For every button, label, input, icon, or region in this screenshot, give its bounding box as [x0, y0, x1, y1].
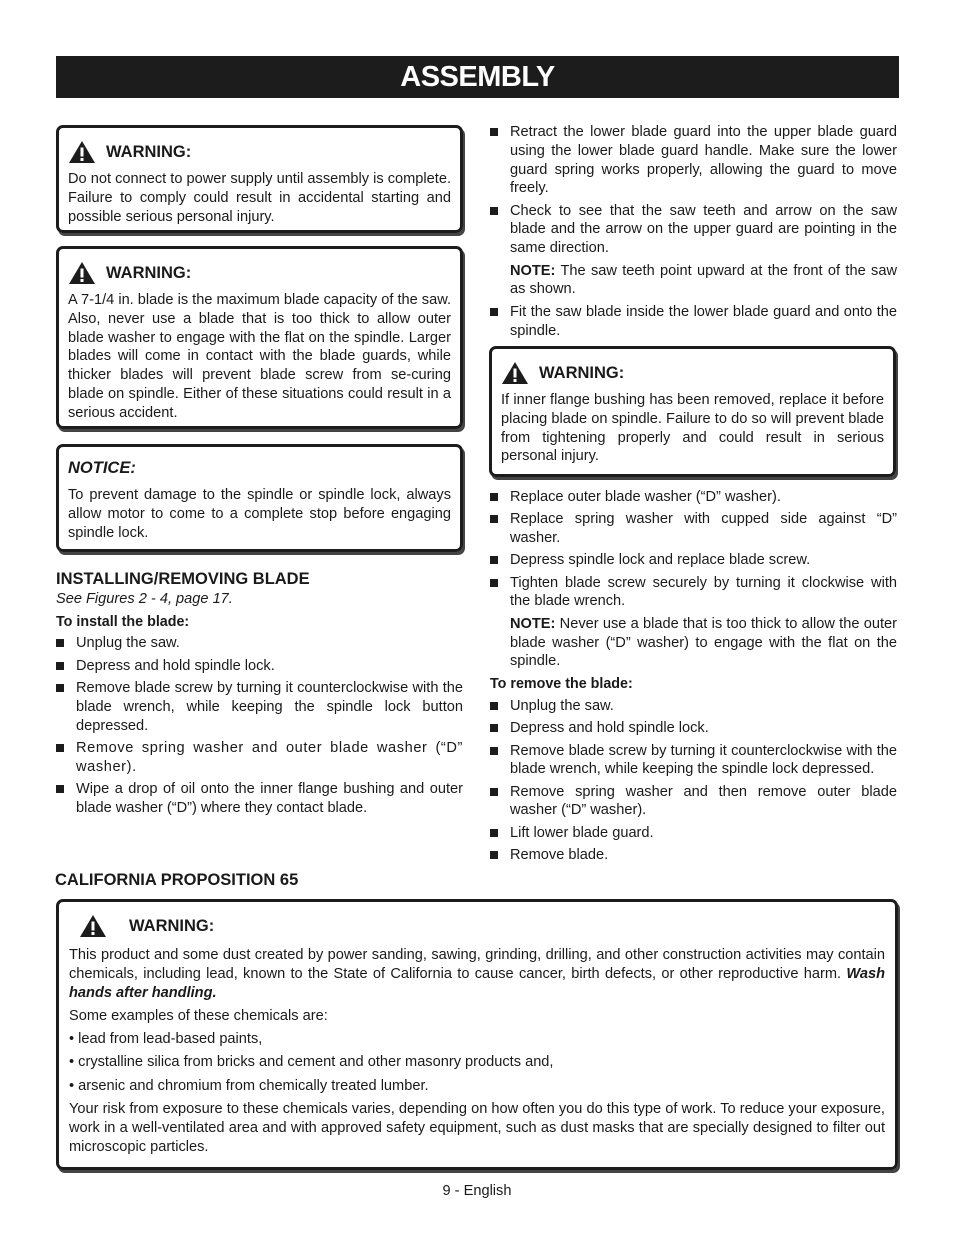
- installing-section: [56, 570, 463, 821]
- page-title-banner: [56, 56, 899, 98]
- california-examples-intro: Some examples of these chemicals are:: [69, 1007, 328, 1024]
- square-bullet-icon: [490, 702, 498, 710]
- remove-steps: [490, 697, 897, 865]
- wash-hands-emphasis: Wash hands after handling.: [69, 965, 885, 1001]
- list-item: • arsenic and chromium from chemically treated lumber.: [69, 1077, 429, 1094]
- warning-triangle-icon: [79, 914, 107, 938]
- warning-heading: [68, 261, 451, 285]
- notice-box: [56, 444, 463, 552]
- warning-text-blade-capacity: A 7-1/4 in. blade is the maximum blade capacity of the saw. Also, never use a blade that is too thick to allow outer blade washer to engage with the flat on the spindle. Larger blades will come in contact with the blade guards, while thicker blades will prevent blade screw from se-curing blade on spindle. Either of these situations could result in a serious accident.: [68, 292, 451, 421]
- square-bullet-icon: [490, 207, 498, 215]
- square-bullet-icon: [490, 724, 498, 732]
- square-bullet-icon: [490, 493, 498, 501]
- warning-triangle-icon: [501, 361, 529, 385]
- square-bullet-icon: [490, 829, 498, 837]
- warning-text-power: Do not connect to power supply until assembly is complete. Failure to comply could result in accidental starting and possible serious personal injury.: [68, 171, 451, 225]
- warning-heading: [79, 914, 885, 938]
- warning-label: WARNING:: [106, 263, 192, 282]
- note-saw-teeth: NOTE: The saw teeth point upward at the front of the saw as shown.: [510, 262, 897, 298]
- warning-heading: [68, 140, 451, 164]
- square-bullet-icon: [56, 662, 64, 670]
- list-item: Replace outer blade washer (“D” washer).: [490, 488, 897, 507]
- warning-box-power: [56, 125, 463, 233]
- install-label: To install the blade:: [56, 613, 190, 630]
- warning-triangle-icon: [68, 261, 96, 285]
- square-bullet-icon: [490, 788, 498, 796]
- list-item: Unplug the saw.: [56, 634, 463, 653]
- warning-label: WARNING:: [106, 142, 192, 161]
- square-bullet-icon: [490, 308, 498, 316]
- warning-box-california: [56, 899, 898, 1170]
- page-title: ASSEMBLY: [400, 61, 555, 93]
- list-item: Remove blade screw by turning it counterclockwise with the blade wrench, while keeping the spindle lock depressed.: [490, 742, 897, 780]
- list-item: Tighten blade screw securely by turning it clockwise with the blade wrench.: [490, 574, 897, 612]
- square-bullet-icon: [490, 579, 498, 587]
- square-bullet-icon: [490, 851, 498, 859]
- list-item: Depress spindle lock and replace blade screw.: [490, 551, 897, 570]
- warning-triangle-icon: [68, 140, 96, 164]
- note-blade-thickness: NOTE: Never use a blade that is too thick to allow the outer blade washer (“D” washer) to engage with the flat on the spindle.: [510, 615, 897, 670]
- list-item: Depress and hold spindle lock.: [490, 719, 897, 738]
- warning-heading: [501, 361, 884, 385]
- list-item: Lift lower blade guard.: [490, 824, 897, 843]
- square-bullet-icon: [56, 744, 64, 752]
- square-bullet-icon: [56, 639, 64, 647]
- list-item: • lead from lead-based paints,: [69, 1031, 263, 1048]
- square-bullet-icon: [490, 128, 498, 136]
- warning-text-flange-bushing: If inner flange bushing has been removed, replace it before placing blade on spindle. Failure to do so will prevent blade from tightening properly and could result in serious personal injury.: [501, 392, 884, 465]
- remove-label: To remove the blade:: [490, 676, 633, 693]
- list-item: Remove blade screw by turning it counterclockwise with the blade wrench, while keeping the spindle lock button depressed.: [56, 679, 463, 735]
- list-item: Retract the lower blade guard into the upper blade guard using the lower blade guard handle. Make sure the lower guard spring works properly, allowing the guard to move freely.: [490, 123, 897, 198]
- warning-box-flange-bushing: [489, 346, 896, 477]
- warning-label: WARNING:: [539, 363, 625, 382]
- list-item: Remove spring washer and outer blade washer (“D” washer).: [56, 739, 463, 777]
- notice-text: To prevent damage to the spindle or spindle lock, always allow motor to come to a complete stop before engaging spindle lock.: [68, 487, 451, 541]
- installing-heading: INSTALLING/REMOVING BLADE: [56, 570, 310, 588]
- california-intro: This product and some dust created by power sanding, sawing, grinding, drilling, and other construction activities may contain chemicals, including lead, known to the State of California to cause cancer, birth defects, or other reproductive harm. Wash hands after handling.: [69, 947, 885, 1001]
- right-steps-top: [490, 123, 897, 344]
- list-item: Depress and hold spindle lock.: [56, 657, 463, 676]
- assembly-steps-a: [490, 123, 897, 258]
- square-bullet-icon: [490, 747, 498, 755]
- assembly-steps-b: [490, 303, 897, 341]
- square-bullet-icon: [56, 785, 64, 793]
- list-item: Unplug the saw.: [490, 697, 897, 716]
- assembly-steps-c: [490, 488, 897, 611]
- page-footer: 9 - English: [442, 1183, 512, 1199]
- warning-box-blade-capacity: [56, 246, 463, 429]
- california-heading: CALIFORNIA PROPOSITION 65: [55, 871, 299, 889]
- square-bullet-icon: [490, 515, 498, 523]
- list-item: Replace spring washer with cupped side against “D” washer.: [490, 510, 897, 548]
- square-bullet-icon: [490, 556, 498, 564]
- warning-label: WARNING:: [129, 916, 215, 935]
- california-risk: Your risk from exposure to these chemicals varies, depending on how often you do this type of work. To reduce your exposure, work in a well-ventilated area and with approved safety equipment, such as dust masks that are specially designed to filter out microscopic particles.: [69, 1101, 885, 1155]
- list-item: Wipe a drop of oil onto the inner flange bushing and outer blade washer (“D”) where they contact blade.: [56, 780, 463, 818]
- install-steps: [56, 634, 463, 817]
- list-item: Check to see that the saw teeth and arrow on the saw blade and the arrow on the upper guard are pointing in the same direction.: [490, 202, 897, 258]
- figure-reference: See Figures 2 - 4, page 17.: [56, 590, 233, 607]
- right-steps-bottom: [490, 488, 897, 868]
- california-section: [55, 871, 462, 890]
- list-item: Remove spring washer and then remove outer blade washer (“D” washer).: [490, 783, 897, 821]
- notice-heading: NOTICE:: [68, 459, 136, 477]
- list-item: • crystalline silica from bricks and cement and other masonry products and,: [69, 1054, 554, 1071]
- square-bullet-icon: [56, 684, 64, 692]
- list-item: Fit the saw blade inside the lower blade guard and onto the spindle.: [490, 303, 897, 341]
- list-item: Remove blade.: [490, 846, 897, 865]
